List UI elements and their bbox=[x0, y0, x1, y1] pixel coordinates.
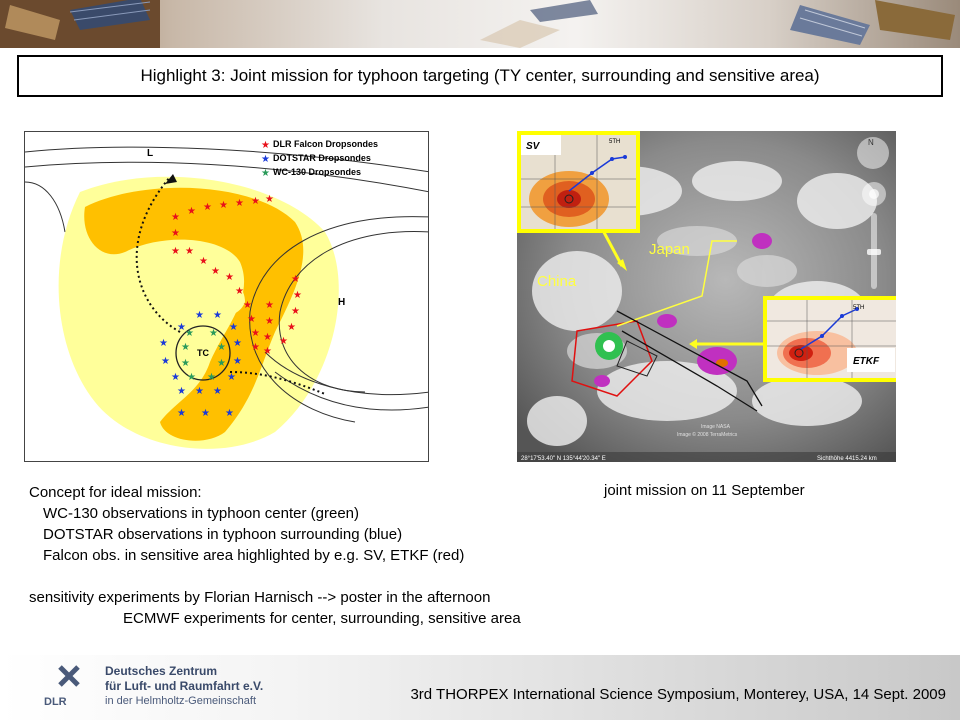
svg-text:★: ★ bbox=[235, 286, 244, 297]
svg-text:★: ★ bbox=[227, 372, 236, 383]
svg-text:★: ★ bbox=[207, 372, 216, 383]
svg-text:★: ★ bbox=[229, 322, 238, 333]
svg-text:★: ★ bbox=[209, 328, 218, 339]
satellite-right-image bbox=[780, 0, 960, 48]
dlr-logo-text: DLR bbox=[44, 696, 67, 708]
org-line-2: für Luft- und Raumfahrt e.V. bbox=[105, 679, 264, 693]
svg-text:★: ★ bbox=[177, 386, 186, 397]
japan-label: Japan bbox=[649, 241, 690, 258]
svg-text:★: ★ bbox=[217, 342, 226, 353]
svg-text:★: ★ bbox=[217, 358, 226, 369]
tc-label: TC bbox=[197, 348, 209, 358]
joint-mission-text: joint mission on 11 September bbox=[604, 482, 805, 499]
svg-text:★: ★ bbox=[261, 168, 270, 179]
svg-text:★: ★ bbox=[251, 328, 260, 339]
svg-text:★: ★ bbox=[171, 228, 180, 239]
svg-text:★: ★ bbox=[171, 372, 180, 383]
svg-text:★: ★ bbox=[291, 306, 300, 317]
image-credit-2: Image © 2008 TerraMetrics bbox=[677, 432, 738, 438]
dlr-organization-name bbox=[105, 664, 263, 709]
satellite-mission-figure bbox=[517, 131, 896, 462]
satellite-left-image bbox=[0, 0, 160, 48]
svg-text:★: ★ bbox=[161, 356, 170, 367]
svg-text:★: ★ bbox=[177, 408, 186, 419]
coordinates-readout: 28°17'53.40" N 135°44'20.34" E bbox=[521, 456, 606, 462]
etkf-inset-label: ETKF bbox=[853, 356, 880, 367]
svg-text:★: ★ bbox=[211, 266, 220, 277]
concept-heading: Concept for ideal mission: bbox=[29, 484, 202, 501]
svg-text:★: ★ bbox=[181, 342, 190, 353]
legend-falcon: DLR Falcon Dropsondes bbox=[273, 139, 379, 149]
org-line-3: in der Helmholtz-Gemeinschaft bbox=[105, 695, 257, 707]
slide-title: Highlight 3: Joint mission for typhoon targeting (TY center, surrounding and sensitive area) bbox=[140, 66, 820, 85]
legend-wc130: WC-130 Dropsondes bbox=[273, 167, 362, 177]
etkf-inset-lat-label: 5TH bbox=[853, 305, 865, 311]
svg-text:★: ★ bbox=[251, 196, 260, 207]
svg-text:★: ★ bbox=[235, 198, 244, 209]
org-line-1: Deutsches Zentrum bbox=[105, 664, 218, 678]
etkf-inset bbox=[763, 296, 896, 382]
svg-text:★: ★ bbox=[291, 274, 300, 285]
svg-text:★: ★ bbox=[185, 246, 194, 257]
svg-text:★: ★ bbox=[213, 310, 222, 321]
svg-text:★: ★ bbox=[263, 332, 272, 343]
satellite-center-image bbox=[480, 0, 600, 48]
concept-line-sensitivity: sensitivity experiments by Florian Harnisch --> poster in the afternoon bbox=[29, 589, 491, 606]
svg-text:★: ★ bbox=[171, 212, 180, 223]
concept-text-block bbox=[29, 482, 629, 629]
figure-legend bbox=[261, 139, 378, 179]
concept-line-ecmwf: ECMWF experiments for center, surrounding, sensitive area bbox=[123, 610, 521, 627]
svg-text:★: ★ bbox=[265, 300, 274, 311]
sv-inset-label: SV bbox=[526, 141, 540, 152]
footer-bar bbox=[0, 655, 960, 720]
svg-text:★: ★ bbox=[233, 338, 242, 349]
symposium-note: 3rd THORPEX International Science Symposium, Monterey, USA, 14 Sept. 2009 bbox=[410, 686, 946, 703]
slide-title-box bbox=[17, 55, 943, 97]
sv-inset bbox=[517, 131, 640, 233]
svg-text:★: ★ bbox=[243, 300, 252, 311]
svg-text:★: ★ bbox=[199, 256, 208, 267]
svg-text:★: ★ bbox=[201, 408, 210, 419]
svg-text:★: ★ bbox=[265, 316, 274, 327]
svg-text:★: ★ bbox=[225, 272, 234, 283]
china-label: China bbox=[537, 273, 577, 290]
svg-text:N: N bbox=[868, 138, 874, 147]
svg-text:★: ★ bbox=[251, 342, 260, 353]
svg-text:★: ★ bbox=[187, 372, 196, 383]
svg-text:★: ★ bbox=[219, 200, 228, 211]
concept-line-falcon: Falcon obs. in sensitive area highlighted by e.g. SV, ETKF (red) bbox=[43, 547, 465, 564]
svg-text:★: ★ bbox=[181, 358, 190, 369]
svg-text:★: ★ bbox=[195, 310, 204, 321]
svg-text:★: ★ bbox=[185, 328, 194, 339]
svg-text:★: ★ bbox=[159, 338, 168, 349]
sv-inset-lat-label: 5TH bbox=[609, 139, 621, 145]
svg-text:★: ★ bbox=[279, 336, 288, 347]
svg-text:★: ★ bbox=[203, 202, 212, 213]
top-banner bbox=[0, 0, 960, 48]
satellite-map-image bbox=[517, 131, 896, 462]
svg-text:★: ★ bbox=[171, 246, 180, 257]
svg-text:★: ★ bbox=[293, 290, 302, 301]
svg-text:★: ★ bbox=[261, 154, 270, 165]
concept-line-wc130: WC-130 observations in typhoon center (green) bbox=[43, 505, 359, 522]
svg-text:★: ★ bbox=[187, 206, 196, 217]
svg-text:★: ★ bbox=[195, 386, 204, 397]
svg-text:★: ★ bbox=[287, 322, 296, 333]
low-pressure-label: L bbox=[147, 148, 154, 159]
altitude-readout: Sichthöhe 4415.24 km bbox=[817, 456, 877, 462]
svg-text:★: ★ bbox=[233, 356, 242, 367]
legend-dotstar: DOTSTAR Dropsondes bbox=[273, 153, 371, 163]
svg-text:★: ★ bbox=[265, 194, 274, 205]
svg-text:★: ★ bbox=[247, 314, 256, 325]
dlr-logo-icon bbox=[40, 663, 100, 711]
high-pressure-label: H bbox=[338, 297, 346, 308]
svg-text:★: ★ bbox=[225, 408, 234, 419]
svg-text:★: ★ bbox=[213, 386, 222, 397]
svg-text:★: ★ bbox=[263, 346, 272, 357]
mission-concept-diagram bbox=[25, 132, 429, 462]
image-credit-1: Image NASA bbox=[701, 424, 730, 430]
svg-text:★: ★ bbox=[261, 140, 270, 151]
svg-text:★: ★ bbox=[177, 322, 186, 333]
mission-concept-figure bbox=[24, 131, 429, 462]
concept-line-dotstar: DOTSTAR observations in typhoon surrounding (blue) bbox=[43, 526, 403, 543]
